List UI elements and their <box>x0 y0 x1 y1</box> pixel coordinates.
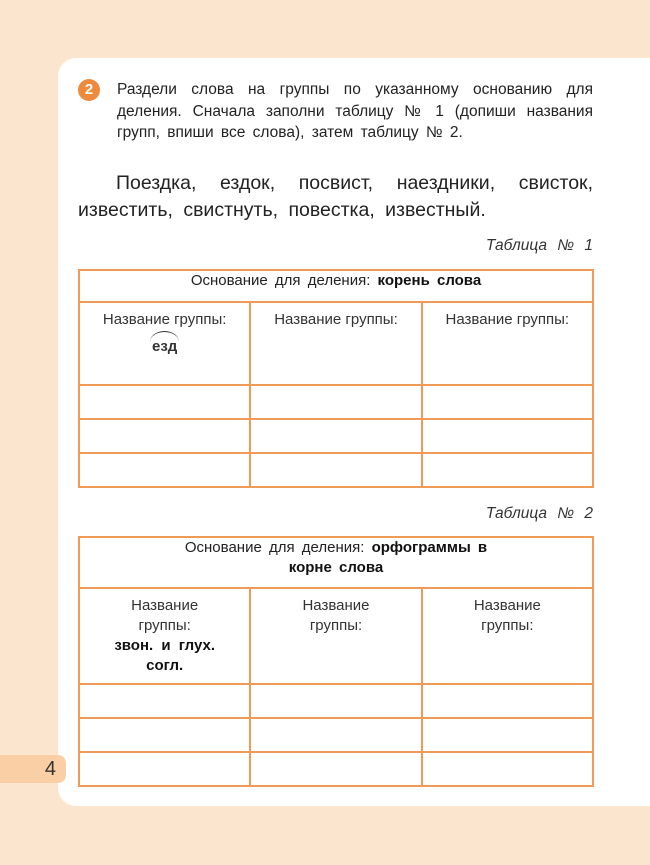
table1-group-3[interactable]: Название группы: <box>422 302 593 385</box>
root-mark-icon: езд <box>152 338 178 355</box>
table2-cell[interactable] <box>422 752 593 786</box>
table1-caption: Таблица № 1 <box>485 237 593 254</box>
table2-cell[interactable] <box>250 718 421 752</box>
word-list: Поездка, ездок, посвист, наездники, свисток, известить, свистнуть, повестка, известный. <box>78 172 593 221</box>
table2-cell[interactable] <box>250 684 421 718</box>
table2-basis: орфограммы в корне слова <box>288 539 488 576</box>
table2-cell[interactable] <box>422 684 593 718</box>
table2-group-1-value: звон. и глух. согл. <box>114 637 215 674</box>
table2-group-2[interactable]: Название группы: <box>250 588 421 684</box>
table2-cell[interactable] <box>422 718 593 752</box>
table2-caption: Таблица № 2 <box>485 505 593 522</box>
table2-cell[interactable] <box>79 684 250 718</box>
table1-cell[interactable] <box>422 453 593 487</box>
table1-cell[interactable] <box>250 385 421 419</box>
table1-group-1[interactable]: Название группы: езд <box>79 302 250 385</box>
table2-cell[interactable] <box>79 718 250 752</box>
table-1 <box>78 269 594 488</box>
table2-group-1[interactable]: Название группы: звон. и глух. согл. <box>79 588 250 684</box>
table1-cell[interactable] <box>422 385 593 419</box>
table1-cell[interactable] <box>79 385 250 419</box>
table-row <box>79 718 593 752</box>
table-row <box>79 385 593 419</box>
table1-cell[interactable] <box>250 453 421 487</box>
table2-group-3[interactable]: Название группы: <box>422 588 593 684</box>
table1-cell[interactable] <box>79 453 250 487</box>
table2-cell[interactable] <box>79 752 250 786</box>
table1-basis: корень слова <box>377 272 482 289</box>
page-number: 4 <box>0 755 66 783</box>
table1-cell[interactable] <box>422 419 593 453</box>
table1-cell[interactable] <box>250 419 421 453</box>
table1-group-2[interactable]: Название группы: <box>250 302 421 385</box>
table-row <box>79 419 593 453</box>
table-row <box>79 684 593 718</box>
exercise-instruction: Раздели слова на группы по указанному основанию для деления. Сначала заполни таблицу № 1 (допиши названия групп, впиши все слова), затем таблицу № 2. <box>117 81 593 141</box>
table-row <box>79 752 593 786</box>
table-row <box>79 453 593 487</box>
table-2 <box>78 536 594 787</box>
table2-header: Основание для деления: орфограммы в корне слова <box>79 537 593 588</box>
table1-header: Основание для деления: корень слова <box>79 270 593 302</box>
table1-cell[interactable] <box>79 419 250 453</box>
table2-cell[interactable] <box>250 752 421 786</box>
exercise-number-badge: 2 <box>78 79 100 101</box>
